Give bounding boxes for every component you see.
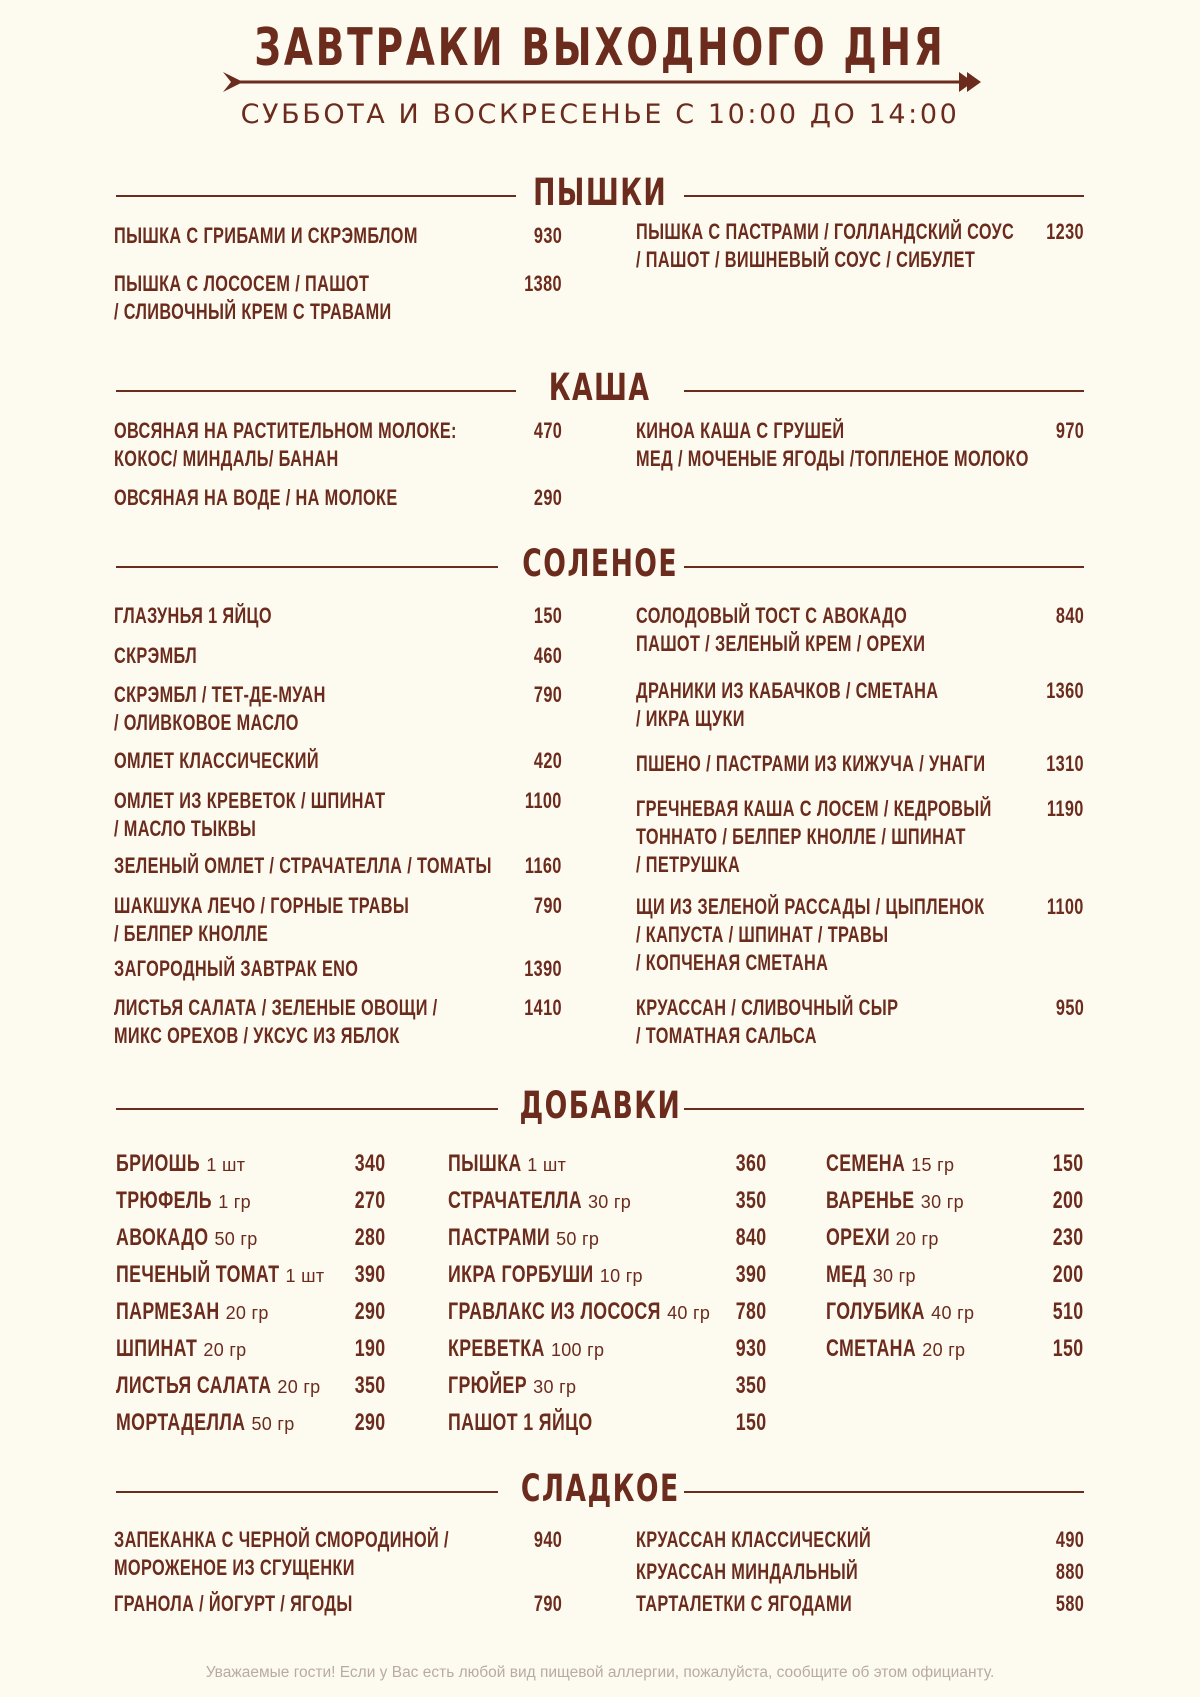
menu-item-price: 420 [533, 748, 562, 773]
addon-price: 780 [736, 1298, 767, 1325]
menu-item: СОЛОДОВЫЙ ТОСТ С АВОКАДО ПАШОТ / ЗЕЛЕНЫЙ КРЕМ / ОРЕХИ [636, 603, 926, 656]
addon-item [826, 1335, 965, 1364]
addon-name: ЛИСТЬЯ САЛАТА [116, 1372, 272, 1399]
menu-item: ШАКШУКА ЛЕЧО / ГОРНЫЕ ТРАВЫ / БЕЛПЕР КНОЛЛЕ [114, 893, 410, 946]
addon-quantity: 1 шт [285, 1266, 325, 1286]
addon-price: 350 [355, 1372, 386, 1399]
menu-item: ЗЕЛЕНЫЙ ОМЛЕТ / СТРАЧАТЕЛЛА / ТОМАТЫ [114, 853, 492, 878]
addon-name: БРИОШЬ [116, 1150, 201, 1177]
addon-item [448, 1261, 643, 1290]
menu-item-price: 1380 [524, 271, 562, 296]
menu-item: ГРАНОЛА / ЙОГУРТ / ЯГОДЫ [114, 1591, 353, 1616]
menu-item: ПЫШКА С ГРИБАМИ И СКРЭМБЛОМ [114, 223, 418, 248]
addon-item [448, 1187, 631, 1216]
menu-item: ЩИ ИЗ ЗЕЛЕНОЙ РАССАДЫ / ЦЫПЛЕНОК / КАПУСТА / ШПИНАТ / ТРАВЫ / КОПЧЕНАЯ СМЕТАНА [636, 894, 985, 975]
section-title-kasha: КАША [549, 366, 651, 409]
section-rule-right [684, 1491, 1084, 1493]
menu-item: ОВСЯНАЯ НА РАСТИТЕЛЬНОМ МОЛОКЕ: КОКОС/ МИНДАЛЬ/ БАНАН [114, 418, 457, 471]
addon-name: ГОЛУБИКА [826, 1298, 925, 1325]
addon-item [116, 1224, 258, 1253]
menu-item: ОВСЯНАЯ НА ВОДЕ / НА МОЛОКЕ [114, 485, 398, 510]
addon-item [116, 1372, 321, 1401]
section-title-sladkoe: СЛАДКОЕ [520, 1467, 680, 1510]
menu-item: ПЫШКА С ЛОСОСЕМ / ПАШОТ / СЛИВОЧНЫЙ КРЕМ С ТРАВАМИ [114, 271, 392, 324]
addon-item [826, 1298, 974, 1327]
addon-quantity: 50 гр [556, 1229, 600, 1249]
addon-quantity: 30 гр [872, 1266, 916, 1286]
addon-name: ПАСТРАМИ [448, 1224, 551, 1251]
menu-item-price: 1160 [525, 853, 562, 878]
section-title-dobavki: ДОБАВКИ [519, 1084, 681, 1127]
addon-quantity: 30 гр [587, 1192, 632, 1212]
addon-price: 350 [736, 1372, 767, 1399]
menu-item: ПШЕНО / ПАСТРАМИ ИЗ КИЖУЧА / УНАГИ [636, 751, 986, 776]
menu-subtitle: СУББОТА И ВОСКРЕСЕНЬЕ С 10:00 ДО 14:00 [240, 99, 960, 130]
addon-item [448, 1335, 604, 1364]
menu-item: ПЫШКА С ПАСТРАМИ / ГОЛЛАНДСКИЙ СОУС / ПАШОТ / ВИШНЕВЫЙ СОУС / СИБУЛЕТ [636, 219, 1015, 272]
addon-name: ПЫШКА [448, 1150, 522, 1177]
addon-quantity: 10 гр [599, 1266, 643, 1286]
addon-price: 350 [736, 1187, 767, 1214]
menu-item: СКРЭМБЛ / ТЕТ-ДЕ-МУАН / ОЛИВКОВОЕ МАСЛО [114, 682, 326, 735]
addon-quantity: 1 гр [218, 1192, 251, 1212]
menu-item-price: 940 [533, 1527, 562, 1552]
addon-price: 290 [355, 1409, 386, 1436]
arrow-divider-icon [223, 70, 981, 94]
addon-name: ГРАВЛАКС ИЗ ЛОСОСЯ [448, 1298, 661, 1325]
addon-quantity: 50 гр [214, 1229, 258, 1249]
addon-name: ГРЮЙЕР [448, 1372, 527, 1399]
section-rule-right [684, 1108, 1084, 1110]
menu-item-price: 1360 [1046, 678, 1084, 703]
menu-item-price: 1410 [524, 995, 562, 1020]
addon-quantity: 40 гр [931, 1303, 975, 1323]
addon-quantity: 15 гр [911, 1155, 955, 1175]
section-rule-right [684, 390, 1084, 392]
addon-price: 390 [355, 1261, 386, 1288]
addon-name: СТРАЧАТЕЛЛА [448, 1187, 582, 1214]
addon-price: 290 [355, 1298, 386, 1325]
addon-quantity: 30 гр [533, 1377, 577, 1397]
addon-item [448, 1409, 598, 1438]
menu-item: ДРАНИКИ ИЗ КАБАЧКОВ / СМЕТАНА / ИКРА ЩУКИ [636, 678, 939, 731]
addon-quantity: 1 шт [527, 1155, 567, 1175]
addon-price: 150 [1053, 1335, 1084, 1362]
addon-item [826, 1187, 964, 1216]
addon-price: 150 [736, 1409, 767, 1436]
addon-name: АВОКАДО [116, 1224, 209, 1251]
addon-name: ШПИНАТ [116, 1335, 198, 1362]
section-title-pyshki: ПЫШКИ [532, 171, 668, 214]
addon-quantity: 20 гр [895, 1229, 939, 1249]
menu-item-price: 470 [533, 418, 562, 443]
addon-quantity: 20 гр [922, 1340, 966, 1360]
addon-price: 360 [736, 1150, 767, 1177]
menu-item-price: 840 [1055, 603, 1084, 628]
menu-item: ЛИСТЬЯ САЛАТА / ЗЕЛЕНЫЕ ОВОЩИ / МИКС ОРЕХОВ / УКСУС ИЗ ЯБЛОК [114, 995, 438, 1048]
addon-item [116, 1187, 251, 1216]
addon-item [116, 1409, 295, 1438]
menu-item-price: 1390 [524, 956, 562, 981]
addon-name: СМЕТАНА [826, 1335, 917, 1362]
addon-price: 840 [736, 1224, 767, 1251]
addon-quantity: 100 гр [550, 1340, 605, 1360]
addon-price: 390 [736, 1261, 767, 1288]
addon-price: 200 [1053, 1261, 1084, 1288]
menu-item-price: 460 [533, 643, 562, 668]
addon-name: ИКРА ГОРБУШИ [448, 1261, 594, 1288]
addon-price: 930 [736, 1335, 767, 1362]
addon-quantity: 20 гр [277, 1377, 321, 1397]
addon-item [826, 1150, 954, 1179]
addon-name: ПАШОТ 1 ЯЙЦО [448, 1409, 593, 1436]
addon-item [826, 1224, 939, 1253]
addon-price: 340 [355, 1150, 386, 1177]
menu-item: ОМЛЕТ КЛАССИЧЕСКИЙ [114, 748, 319, 773]
addon-price: 190 [355, 1335, 386, 1362]
menu-item-price: 790 [533, 1591, 562, 1616]
addon-quantity: 50 гр [251, 1414, 295, 1434]
addon-name: ОРЕХИ [826, 1224, 890, 1251]
addon-quantity: 20 гр [225, 1303, 269, 1323]
section-rule-right [684, 566, 1084, 568]
addon-name: КРЕВЕТКА [448, 1335, 545, 1362]
menu-item-price: 930 [533, 223, 562, 248]
section-rule-right [684, 195, 1084, 197]
addon-quantity: 1 шт [206, 1155, 246, 1175]
addon-price: 150 [1053, 1150, 1084, 1177]
addon-name: МЕД [826, 1261, 867, 1288]
menu-item: КРУАССАН КЛАССИЧЕСКИЙ [636, 1527, 872, 1552]
menu-item-price: 490 [1055, 1527, 1084, 1552]
addon-price: 200 [1053, 1187, 1084, 1214]
addon-item [448, 1372, 576, 1401]
menu-item-price: 1230 [1046, 219, 1084, 244]
menu-item-price: 1190 [1047, 796, 1084, 821]
addon-price: 270 [355, 1187, 386, 1214]
menu-item: КИНОА КАША С ГРУШЕЙ МЕД / МОЧЕНЫЕ ЯГОДЫ /ТОПЛЕНОЕ МОЛОКО [636, 418, 1029, 471]
menu-item-price: 150 [533, 603, 562, 628]
addon-name: СЕМЕНА [826, 1150, 906, 1177]
addon-item [116, 1150, 245, 1179]
addon-item [826, 1261, 916, 1290]
menu-item: ГЛАЗУНЬЯ 1 ЯЙЦО [114, 603, 272, 628]
addon-item [116, 1298, 269, 1327]
addon-name: ТРЮФЕЛЬ [116, 1187, 212, 1214]
addon-item [448, 1224, 599, 1253]
addon-item [116, 1335, 247, 1364]
menu-item-price: 950 [1055, 995, 1084, 1020]
addon-price: 280 [355, 1224, 386, 1251]
menu-item-price: 290 [533, 485, 562, 510]
addon-item [116, 1261, 324, 1290]
addon-name: ПЕЧЕНЫЙ ТОМАТ [116, 1261, 280, 1288]
menu-item: КРУАССАН МИНДАЛЬНЫЙ [636, 1559, 859, 1584]
menu-item: СКРЭМБЛ [114, 643, 198, 668]
addon-price: 510 [1053, 1298, 1084, 1325]
menu-item-price: 1100 [1047, 894, 1084, 919]
menu-item-price: 790 [533, 682, 562, 707]
menu-title: ЗАВТРАКИ ВЫХОДНОГО ДНЯ [254, 18, 946, 78]
menu-item-price: 790 [533, 893, 562, 918]
addon-name: ПАРМЕЗАН [116, 1298, 220, 1325]
addon-item [448, 1150, 566, 1179]
menu-item-price: 970 [1055, 418, 1084, 443]
menu-item-price: 1100 [525, 788, 562, 813]
menu-item: ЗАГОРОДНЫЙ ЗАВТРАК ENO [114, 956, 359, 981]
addon-quantity: 20 гр [203, 1340, 247, 1360]
menu-item: ОМЛЕТ ИЗ КРЕВЕТОК / ШПИНАТ / МАСЛО ТЫКВЫ [114, 788, 386, 841]
menu-item-price: 880 [1055, 1559, 1084, 1584]
menu-item-price: 1310 [1046, 751, 1084, 776]
menu-item: ТАРТАЛЕТКИ С ЯГОДАМИ [636, 1591, 853, 1616]
addon-name: МОРТАДЕЛЛА [116, 1409, 246, 1436]
addon-name: ВАРЕНЬЕ [826, 1187, 915, 1214]
menu-item: КРУАССАН / СЛИВОЧНЫЙ СЫР / ТОМАТНАЯ САЛЬСА [636, 995, 899, 1048]
section-title-solenoe: СОЛЕНОЕ [522, 542, 678, 585]
addon-quantity: 30 гр [920, 1192, 964, 1212]
addon-price: 230 [1053, 1224, 1084, 1251]
addon-quantity: 40 гр [667, 1303, 711, 1323]
menu-item: ГРЕЧНЕВАЯ КАША С ЛОСЕМ / КЕДРОВЫЙ ТОННАТО / БЕЛПЕР КНОЛЛЕ / ШПИНАТ / ПЕТРУШКА [636, 796, 992, 877]
addon-item [448, 1298, 710, 1327]
allergy-note: Уважаемые гости! Если у Вас есть любой вид пищевой аллергии, пожалуйста, сообщите об этом официанту. [205, 1664, 995, 1681]
menu-item-price: 580 [1055, 1591, 1084, 1616]
menu-item: ЗАПЕКАНКА С ЧЕРНОЙ СМОРОДИНОЙ / МОРОЖЕНОЕ ИЗ СГУЩЕНКИ [114, 1527, 449, 1580]
